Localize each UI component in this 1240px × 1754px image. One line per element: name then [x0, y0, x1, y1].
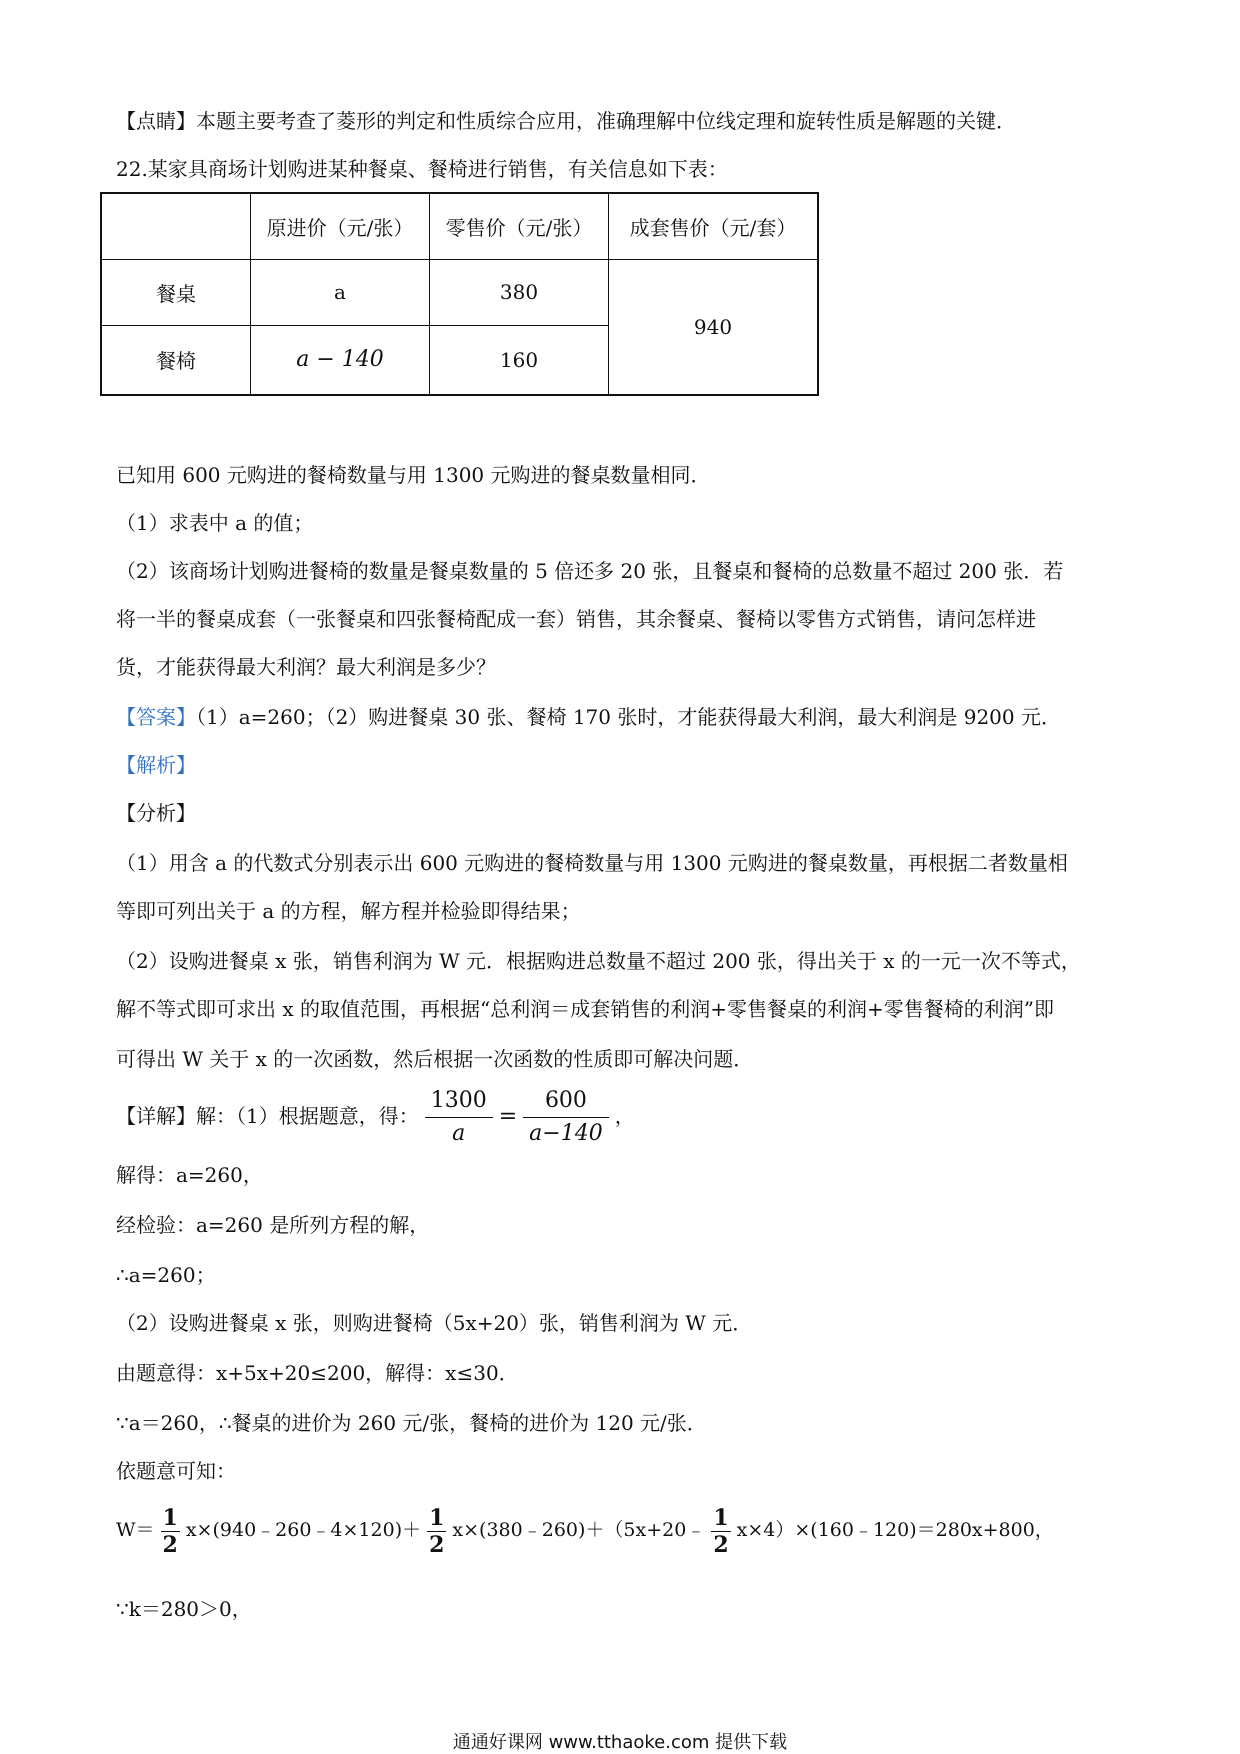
w-fraction-1-den: 2: [162, 1531, 178, 1558]
w-equation: [116, 1498, 1054, 1562]
detail-2-line2: 由题意得：x+5x+20≤200，解得：x≤30．: [116, 1361, 519, 1385]
question-part-2-line2: 将一半的餐桌成套（一张餐桌和四张餐椅配成一套）销售，其余餐桌、餐椅以零售方式销售，请问怎样进: [116, 607, 1036, 631]
w-fraction-1-num: 1: [162, 1504, 178, 1531]
fraction-left-denominator: a: [452, 1121, 466, 1146]
w-fraction-3-num: 1: [713, 1504, 729, 1531]
table-header-retail: 零售价（元/张）: [430, 193, 609, 259]
table-header-empty: [101, 193, 251, 259]
table-row2-retail: 160: [430, 325, 609, 395]
fraction-right-numerator: 600: [523, 1085, 609, 1118]
k-condition: ∵k＝280＞0，: [116, 1597, 252, 1621]
answer-text: （1）a=260；（2）购进餐桌 30 张、餐椅 170 张时，才能获得最大利润，最大利润是 9200 元．: [196, 705, 1061, 729]
w-term-1: x×(940﹣260﹣4×120)＋: [185, 1519, 422, 1541]
page-footer: 通通好课网 www.tthaoke.com 提供下载: [452, 1732, 788, 1753]
fraction-left-numerator: 1300: [425, 1085, 493, 1118]
question-22: 22.某家具商场计划购进某种餐桌、餐椅进行销售，有关信息如下表：: [116, 157, 728, 181]
detail-equation-line: [116, 1082, 635, 1151]
table-row1-cost: a: [251, 259, 430, 325]
verification: 经检验：a=260 是所列方程的解，: [116, 1213, 430, 1237]
w-fraction-1: [161, 1505, 180, 1558]
w-fraction-3-den: 2: [713, 1531, 729, 1558]
table-set-price: 940: [609, 259, 819, 395]
fraction-right-denominator: a−140: [529, 1121, 603, 1146]
analysis-1-line2: 等即可列出关于 a 的方程，解方程并检验即得结果；: [116, 899, 581, 923]
fraction-left: [425, 1085, 493, 1150]
table-row2-label: 餐椅: [101, 325, 251, 395]
analysis-2-line3: 可得出 W 关于 x 的一次函数，然后根据一次函数的性质即可解决问题．: [116, 1047, 754, 1071]
table-row1-retail: 380: [430, 259, 609, 325]
answer-line: [116, 702, 1061, 732]
w-prefix: W＝: [116, 1519, 155, 1541]
fraction-right: [523, 1085, 609, 1150]
jiexi-label: 【解析】: [116, 753, 196, 777]
w-fraction-2-num: 1: [429, 1504, 445, 1531]
table-row1-label: 餐桌: [101, 259, 251, 325]
fenxi-label: 【分析】: [116, 801, 196, 825]
question-part-2-line3: 货，才能获得最大利润？最大利润是多少？: [116, 655, 496, 679]
analysis-1-line1: （1）用含 a 的代数式分别表示出 600 元购进的餐椅数量与用 1300 元购进的餐桌数量，再根据二者数量相: [116, 851, 1068, 875]
solve-result: 解得：a=260，: [116, 1163, 263, 1187]
w-fraction-3: [711, 1505, 730, 1558]
detail-2-line1: （2）设购进餐桌 x 张，则购进餐椅（5x+20）张，销售利润为 W 元．: [116, 1311, 753, 1335]
w-term-3: x×4）×(160﹣120)＝280x+800，: [736, 1519, 1054, 1541]
equation-tail: ，: [614, 1104, 635, 1128]
detail-prefix: 【详解】解：（1）根据题意，得：: [116, 1104, 419, 1128]
detail-2-line4: 依题意可知：: [116, 1459, 236, 1483]
known-condition: 已知用 600 元购进的餐椅数量与用 1300 元购进的餐桌数量相同．: [116, 463, 711, 487]
table-row2-cost: a − 140: [251, 325, 430, 395]
w-term-2: x×(380﹣260)＋（5x+20﹣: [452, 1519, 706, 1541]
w-fraction-2-den: 2: [429, 1531, 445, 1558]
question-part-2-line1: （2）该商场计划购进餐椅的数量是餐桌数量的 5 倍还多 20 张，且餐桌和餐椅的总数量不超过 200 张．若: [116, 559, 1064, 583]
answer-label: 【答案】: [116, 705, 196, 729]
table-header-set: 成套售价（元/套）: [609, 193, 819, 259]
therefore-a: ∴a=260；: [116, 1263, 216, 1287]
analysis-2-line1: （2）设购进餐桌 x 张，销售利润为 W 元．根据购进总数量不超过 200 张，得出关于 x 的一元一次不等式，: [116, 949, 1081, 973]
question-part-1: （1）求表中 a 的值；: [116, 511, 314, 535]
table-header-cost: 原进价（元/张）: [251, 193, 430, 259]
price-table: [100, 192, 819, 396]
dianjing-paragraph: 【点睛】本题主要考查了菱形的判定和性质综合应用，准确理解中位线定理和旋转性质是解题的关键．: [116, 109, 1016, 133]
detail-2-line3: ∵a＝260，∴餐桌的进价为 260 元/张，餐椅的进价为 120 元/张．: [116, 1411, 707, 1435]
equals-sign: =: [498, 1104, 518, 1129]
analysis-2-line2: 解不等式即可求出 x 的取值范围，再根据“总利润＝成套销售的利润+零售餐桌的利润+零售餐椅的利润”即: [116, 997, 1054, 1021]
w-fraction-2: [427, 1505, 446, 1558]
